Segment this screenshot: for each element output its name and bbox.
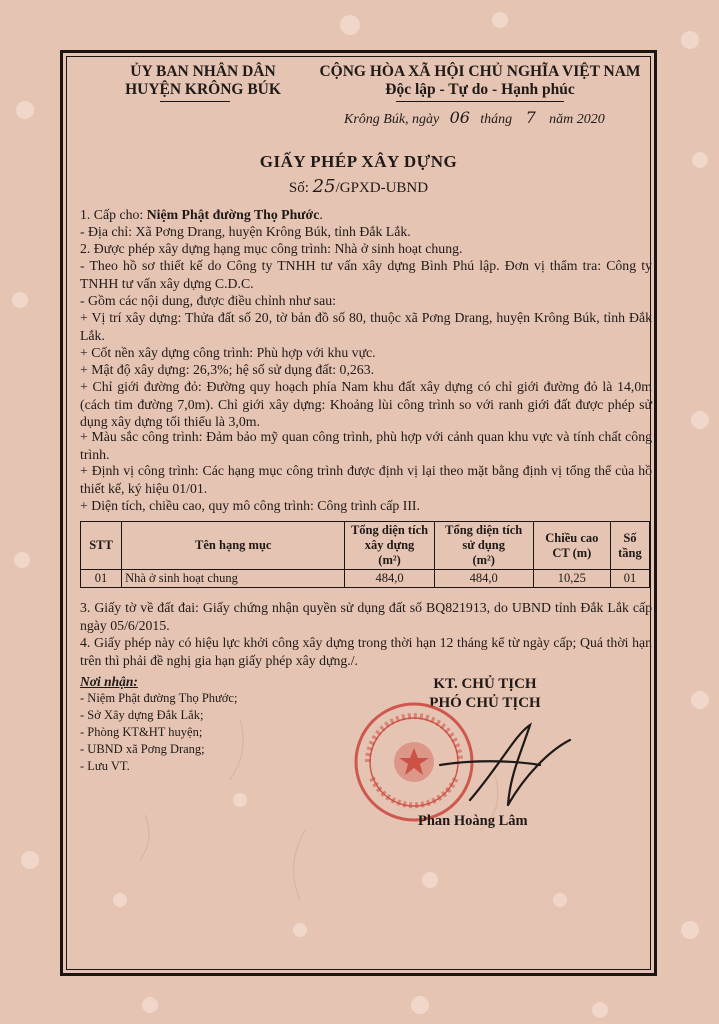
grantee-line xyxy=(80,206,323,224)
permit-number xyxy=(60,176,657,197)
handwritten-signature xyxy=(430,705,590,815)
issue-date xyxy=(344,108,605,128)
positioning-para: + Định vị công trình: Các hạng mục công trình được định vị lại theo mặt bằng định vị tổng thể của hồ thiết kế, ký hiệu 01/01. xyxy=(80,463,652,496)
recipients-title: Nơi nhận: xyxy=(80,674,138,689)
table-header-row xyxy=(81,522,650,570)
grantee-name: Niệm Phật đường Thọ Phước xyxy=(146,207,320,222)
col-build-area xyxy=(345,522,434,570)
permit-number-prefix: Số: xyxy=(288,180,309,196)
recipient-item: - Phòng KT&HT huyện; xyxy=(80,725,203,739)
signer-name: Phan Hoàng Lâm xyxy=(418,813,528,829)
republic-name: CỘNG HÒA XÃ HỘI CHỦ NGHĨA VIỆT NAM xyxy=(319,63,641,80)
col-use-area-label: Tổng diện tích sử dụng xyxy=(445,523,523,552)
recipient-item: - UBND xã Pơng Drang; xyxy=(80,742,205,756)
cell-height: 10,25 xyxy=(533,570,610,588)
permitted-item-line: 2. Được phép xây dựng hạng mục công trình: Nhà ở sinh hoạt chung. xyxy=(80,241,463,256)
recipient-item: - Niệm Phật đường Thọ Phước; xyxy=(80,691,238,705)
col-build-area-label: Tổng diện tích xây dựng xyxy=(350,523,429,552)
month-prefix: tháng xyxy=(480,112,513,127)
validity-para: 4. Giấy phép này có hiệu lực khởi công xây dựng trong thời hạn 12 tháng kể từ ngày cấp; Quá thời hạn trên thì phải đề nghị gia hạn giấy phép xây dựng./. xyxy=(80,635,652,668)
cell-build-area: 484,0 xyxy=(345,570,434,588)
col-build-area-unit: (m²) xyxy=(378,553,401,567)
contents-line: - Gồm các nội dung, được điều chỉnh như sau: xyxy=(80,293,336,308)
national-motto: Độc lập - Tự do - Hạnh phúc xyxy=(385,81,575,98)
date-month: 7 xyxy=(525,108,536,127)
signer-role-line2: PHÓ CHỦ TỊCH xyxy=(429,695,541,711)
permit-number-value: 25 xyxy=(312,176,336,197)
address-line: - Địa chỉ: Xã Pơng Drang, huyện Krông Búk, tỉnh Đắk Lắk. xyxy=(80,224,411,239)
recipient-item: - Lưu VT. xyxy=(80,759,130,773)
permit-number-suffix: /GPXD-UBND xyxy=(335,180,429,196)
grantee-end: . xyxy=(319,207,323,222)
document-title: GIẤY PHÉP XÂY DỰNG xyxy=(259,152,458,171)
land-documents-para: 3. Giấy tờ về đất đai: Giấy chứng nhận quyền sử dụng đất số BQ821913, do UBND tỉnh Đắk Lắk cấp ngày 05/6/2015. xyxy=(80,600,652,633)
design-dossier-para: - Theo hồ sơ thiết kế do Công ty TNHH tư vấn xây dựng Bình Phú lập. Đơn vị thẩm tra: Công ty TNHH tư vấn xây dựng C.D.C. xyxy=(80,258,652,291)
motto-underline xyxy=(396,101,564,102)
col-height: Chiều cao CT (m) xyxy=(533,522,610,570)
signer-role-line1: KT. CHỦ TỊCH xyxy=(433,676,537,692)
agency-name-line1: ỦY BAN NHÂN DÂN xyxy=(130,63,276,80)
col-floors: Số tầng xyxy=(610,522,649,570)
cell-item-name: Nhà ở sinh hoạt chung xyxy=(122,570,345,588)
cell-stt: 01 xyxy=(81,570,122,588)
recipient-item: - Sở Xây dựng Đắk Lắk; xyxy=(80,708,204,722)
boundary-para: + Chỉ giới đường đỏ: Đường quy hoạch phía Nam khu đất xây dựng có chỉ giới đường đỏ là 14,0m (cách tim đường 7,0m). Chỉ giới xây dựng: Khoảng lùi công trình so với ranh giới đất được phép sử dụng xây dựng tối thiểu là 3,0m. xyxy=(80,379,652,430)
table-row xyxy=(81,570,650,588)
construction-items-table xyxy=(80,521,650,588)
col-use-area xyxy=(434,522,533,570)
cell-use-area: 484,0 xyxy=(434,570,533,588)
cell-floors: 01 xyxy=(610,570,649,588)
grantee-label: 1. Cấp cho: xyxy=(80,207,147,222)
foundation-level-line: + Cốt nền xây dựng công trình: Phù hợp với khu vực. xyxy=(80,345,376,360)
agency-name-line2: HUYỆN KRÔNG BÚK xyxy=(125,81,281,98)
scale-line: + Diện tích, chiều cao, quy mô công trình: Công trình cấp III. xyxy=(80,498,420,513)
col-stt: STT xyxy=(81,522,122,570)
density-line: + Mật độ xây dựng: 26,3%; hệ số sử dụng đất: 0,263. xyxy=(80,362,375,377)
color-para: + Màu sắc công trình: Đảm bảo mỹ quan công trình, phù hợp với cảnh quan khu vực và tính chất công trình. xyxy=(80,429,652,462)
year-part: năm 2020 xyxy=(549,112,605,127)
col-item-name: Tên hạng mục xyxy=(122,522,345,570)
agency-underline xyxy=(160,101,230,102)
location-para: + Vị trí xây dựng: Thửa đất số 20, tờ bản đồ số 80, thuộc xã Pơng Drang, huyện Krông Búk, tỉnh Đắk Lắk. xyxy=(80,310,652,343)
date-day: 06 xyxy=(449,108,470,127)
date-prefix: Krông Búk, ngày xyxy=(344,112,440,127)
col-use-area-unit: (m²) xyxy=(472,553,495,567)
